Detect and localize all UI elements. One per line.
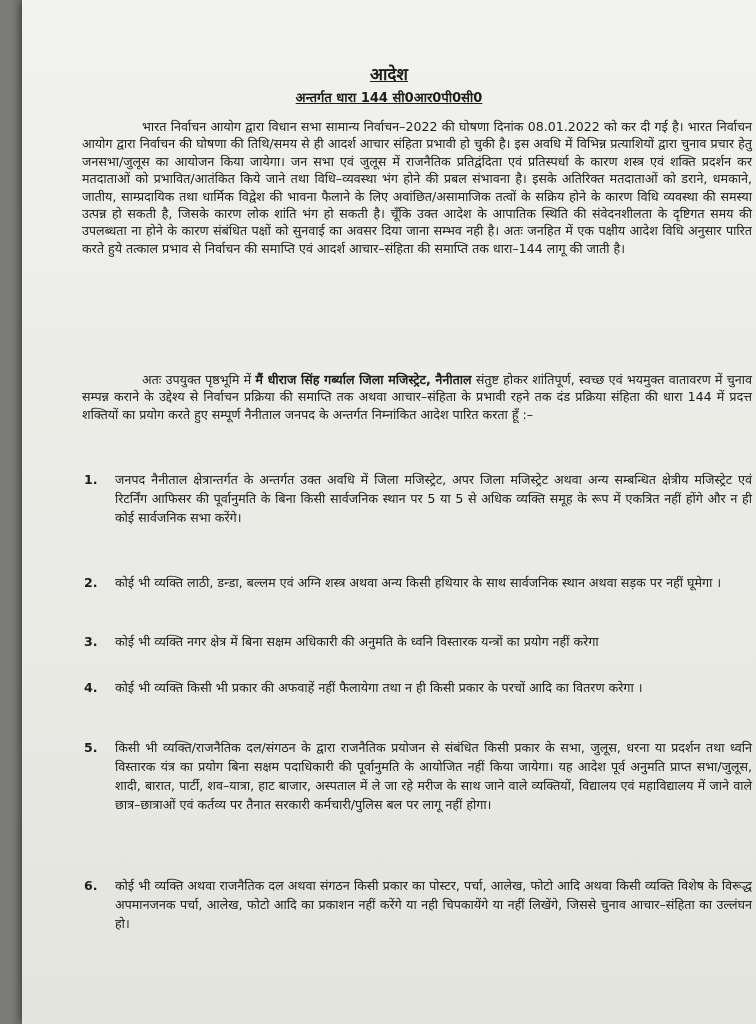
order-item-text: कोई भी व्यक्ति नगर क्षेत्र में बिना सक्षम अधिकारी की अनुमति के ध्वनि विस्तारक यन्त्रों का प्रयोग नहीं करेगा	[115, 634, 599, 649]
order-item-text: कोई भी व्यक्ति लाठी, डन्डा, बल्लम एवं अग्नि शस्त्र अथवा अन्य किसी हथियार के साथ सार्वजनिक स्थान अथवा सड़क पर नहीं घूमेगा ।	[115, 575, 722, 590]
order-item	[84, 678, 752, 697]
order-item	[84, 573, 752, 592]
preamble-paragraph: भारत निर्वाचन आयोग द्वारा विधान सभा सामान्य निर्वाचन–2022 की घोषणा दिनांक 08.01.2022 को कर दी गई है। भारत निर्वाचन आयोग द्वारा निर्वाचन की घोषणा की तिथि/समय से ही आदर्श आचार संहिता प्रभावी हो चुकी है। इस अवधि में विभिन्न प्रत्याशियों द्वारा चुनाव प्रचार हेतु जनसभा/जुलूस का आयोजन किया जायेगा। जन सभा एवं जुलूस में राजनैतिक प्रतिद्वंदिता एवं प्रतिस्पर्धा के कारण शस्त्र एवं शक्ति प्रदर्शन कर मतदाताओं को प्रभावित/आतंकित किये जाने तथा विधि–व्यवस्था भंग होने की प्रबल संभावना है। इसके अतिरिक्त मतदाताओं को डराने, धमकाने, जातीय, साम्प्रदायिक तथा धार्मिक विद्वेश की भावना फैलाने के लिए अवांछित/असामाजिक तत्वों के सक्रिय होने के कारण विधि व्यवस्था की समस्या उत्पन्न हो सकती है, जिसके कारण लोक शांति भंग हो सकती है। चूँकि उक्त आदेश के आपातिक स्थिति की संवेदनशीलता के दृष्टिगत समय की उपलब्धता ना होने के कारण संबंधित पक्षों को सुनवाई का अवसर दिया जाना सम्भव नही है। अतः जनहित में एक पक्षीय आदेश विधि अनुसार पारित करते हुये तत्काल प्रभाव से निर्वाचन की समाप्ति एवं आदर्श आचार–संहिता की समाप्ति तक धारा–144 लागू की जाती है।	[82, 119, 752, 256]
authority-text-start: अतः उपयुक्त पृष्ठभूमि में	[142, 372, 256, 387]
order-item-number: 5.	[84, 740, 98, 755]
magistrate-name: मैं धीराज सिंह गर्ब्याल जिला मजिस्ट्रेट, नैनीताल	[255, 372, 472, 387]
order-item	[84, 632, 752, 651]
order-item	[84, 470, 752, 527]
order-item-number: 6.	[84, 878, 98, 893]
document-subtitle: अन्तर्गत धारा 144 सी0आर0पी0सी0	[295, 91, 483, 106]
order-item-text: कोई भी व्यक्ति किसी भी प्रकार की अफवाहें नहीं फैलायेगा तथा न ही किसी प्रकार के परचों आदि का वितरण करेगा ।	[115, 680, 643, 695]
order-item	[84, 876, 752, 933]
document-page	[22, 0, 756, 1024]
authority-text-end: संतुष्ट होकर शांतिपूर्ण, स्वच्छ एवं भयमुक्त वातावरण में चुनाव सम्पन्न कराने के उद्देश्य से निर्वाचन प्रक्रिया की समाप्ति तक अथवा आचार–संहिता के प्रभावी रहने तक दंड प्रक्रिया संहिता की धारा 144 में प्रदत्त शक्तियों का प्रयोग करते हुए सम्पूर्ण नैनीताल जनपद के अन्तर्गत निम्नांकित आदेश पारित करता हूँ :–	[82, 372, 752, 422]
order-item-number: 2.	[84, 575, 98, 590]
order-item-number: 3.	[84, 634, 98, 649]
order-item-number: 4.	[84, 680, 98, 695]
order-item-number: 1.	[84, 472, 98, 487]
authority-paragraph	[82, 371, 752, 423]
order-item-text: कोई भी व्यक्ति अथवा राजनैतिक दल अथवा संगठन किसी प्रकार का पोस्टर, पर्चा, आलेख, फोटो आदि अथवा किसी व्यक्ति विशेष के विरूद्ध अपमानजनक पर्चा, आलेख, फोटो आदि का प्रकाशन नहीं करेंगे या नही चिपकायेंगे या नहीं लिखेंगे, जिससे चुनाव आचार–संहिता का उल्लंघन हो।	[115, 878, 752, 931]
order-item-text: जनपद नैनीताल क्षेत्रान्तर्गत के अन्तर्गत उक्त अवधि में जिला मजिस्ट्रेट, अपर जिला मजिस्ट्रेट अथवा अन्य सम्बन्धित क्षेत्रीय मजिस्ट्रेट एवं रिटर्निंग आफिसर की पूर्वानुमति के बिना किसी सार्वजनिक स्थान पर 5 या 5 से अधिक व्यक्ति समूह के रूप में एकत्रित नहीं होंगे और न ही कोई सार्वजनिक सभा करेंगे।	[115, 472, 752, 525]
order-item-text: किसी भी व्यक्ति/राजनैतिक दल/संगठन के द्वारा राजनैतिक प्रयोजन से संबंधित किसी प्रकार के सभा, जुलूस, धरना या प्रदर्शन तथा ध्वनि विस्तारक यंत्र का प्रयोग बिना सक्षम पदाधिकारी की पूर्वानुमति के आयोजित नहीं किया जायेगा। यह आदेश पूर्व अनुमति प्राप्त सभा/जुलूस, शादी, बारात, पार्टी, शव–यात्रा, हाट बाजार, अस्पताल में ले जा रहे मरीज के साथ जाने वाले व्यक्तियों, विद्यालय एवं महाविद्यालय में जाने वाले छात्र–छात्राओं एवं कर्तव्य पर तैनात सरकारी कर्मचारी/पुलिस बल पर लागू नहीं होगा।	[115, 740, 752, 812]
document-title: आदेश	[370, 65, 408, 85]
order-item	[84, 738, 752, 814]
